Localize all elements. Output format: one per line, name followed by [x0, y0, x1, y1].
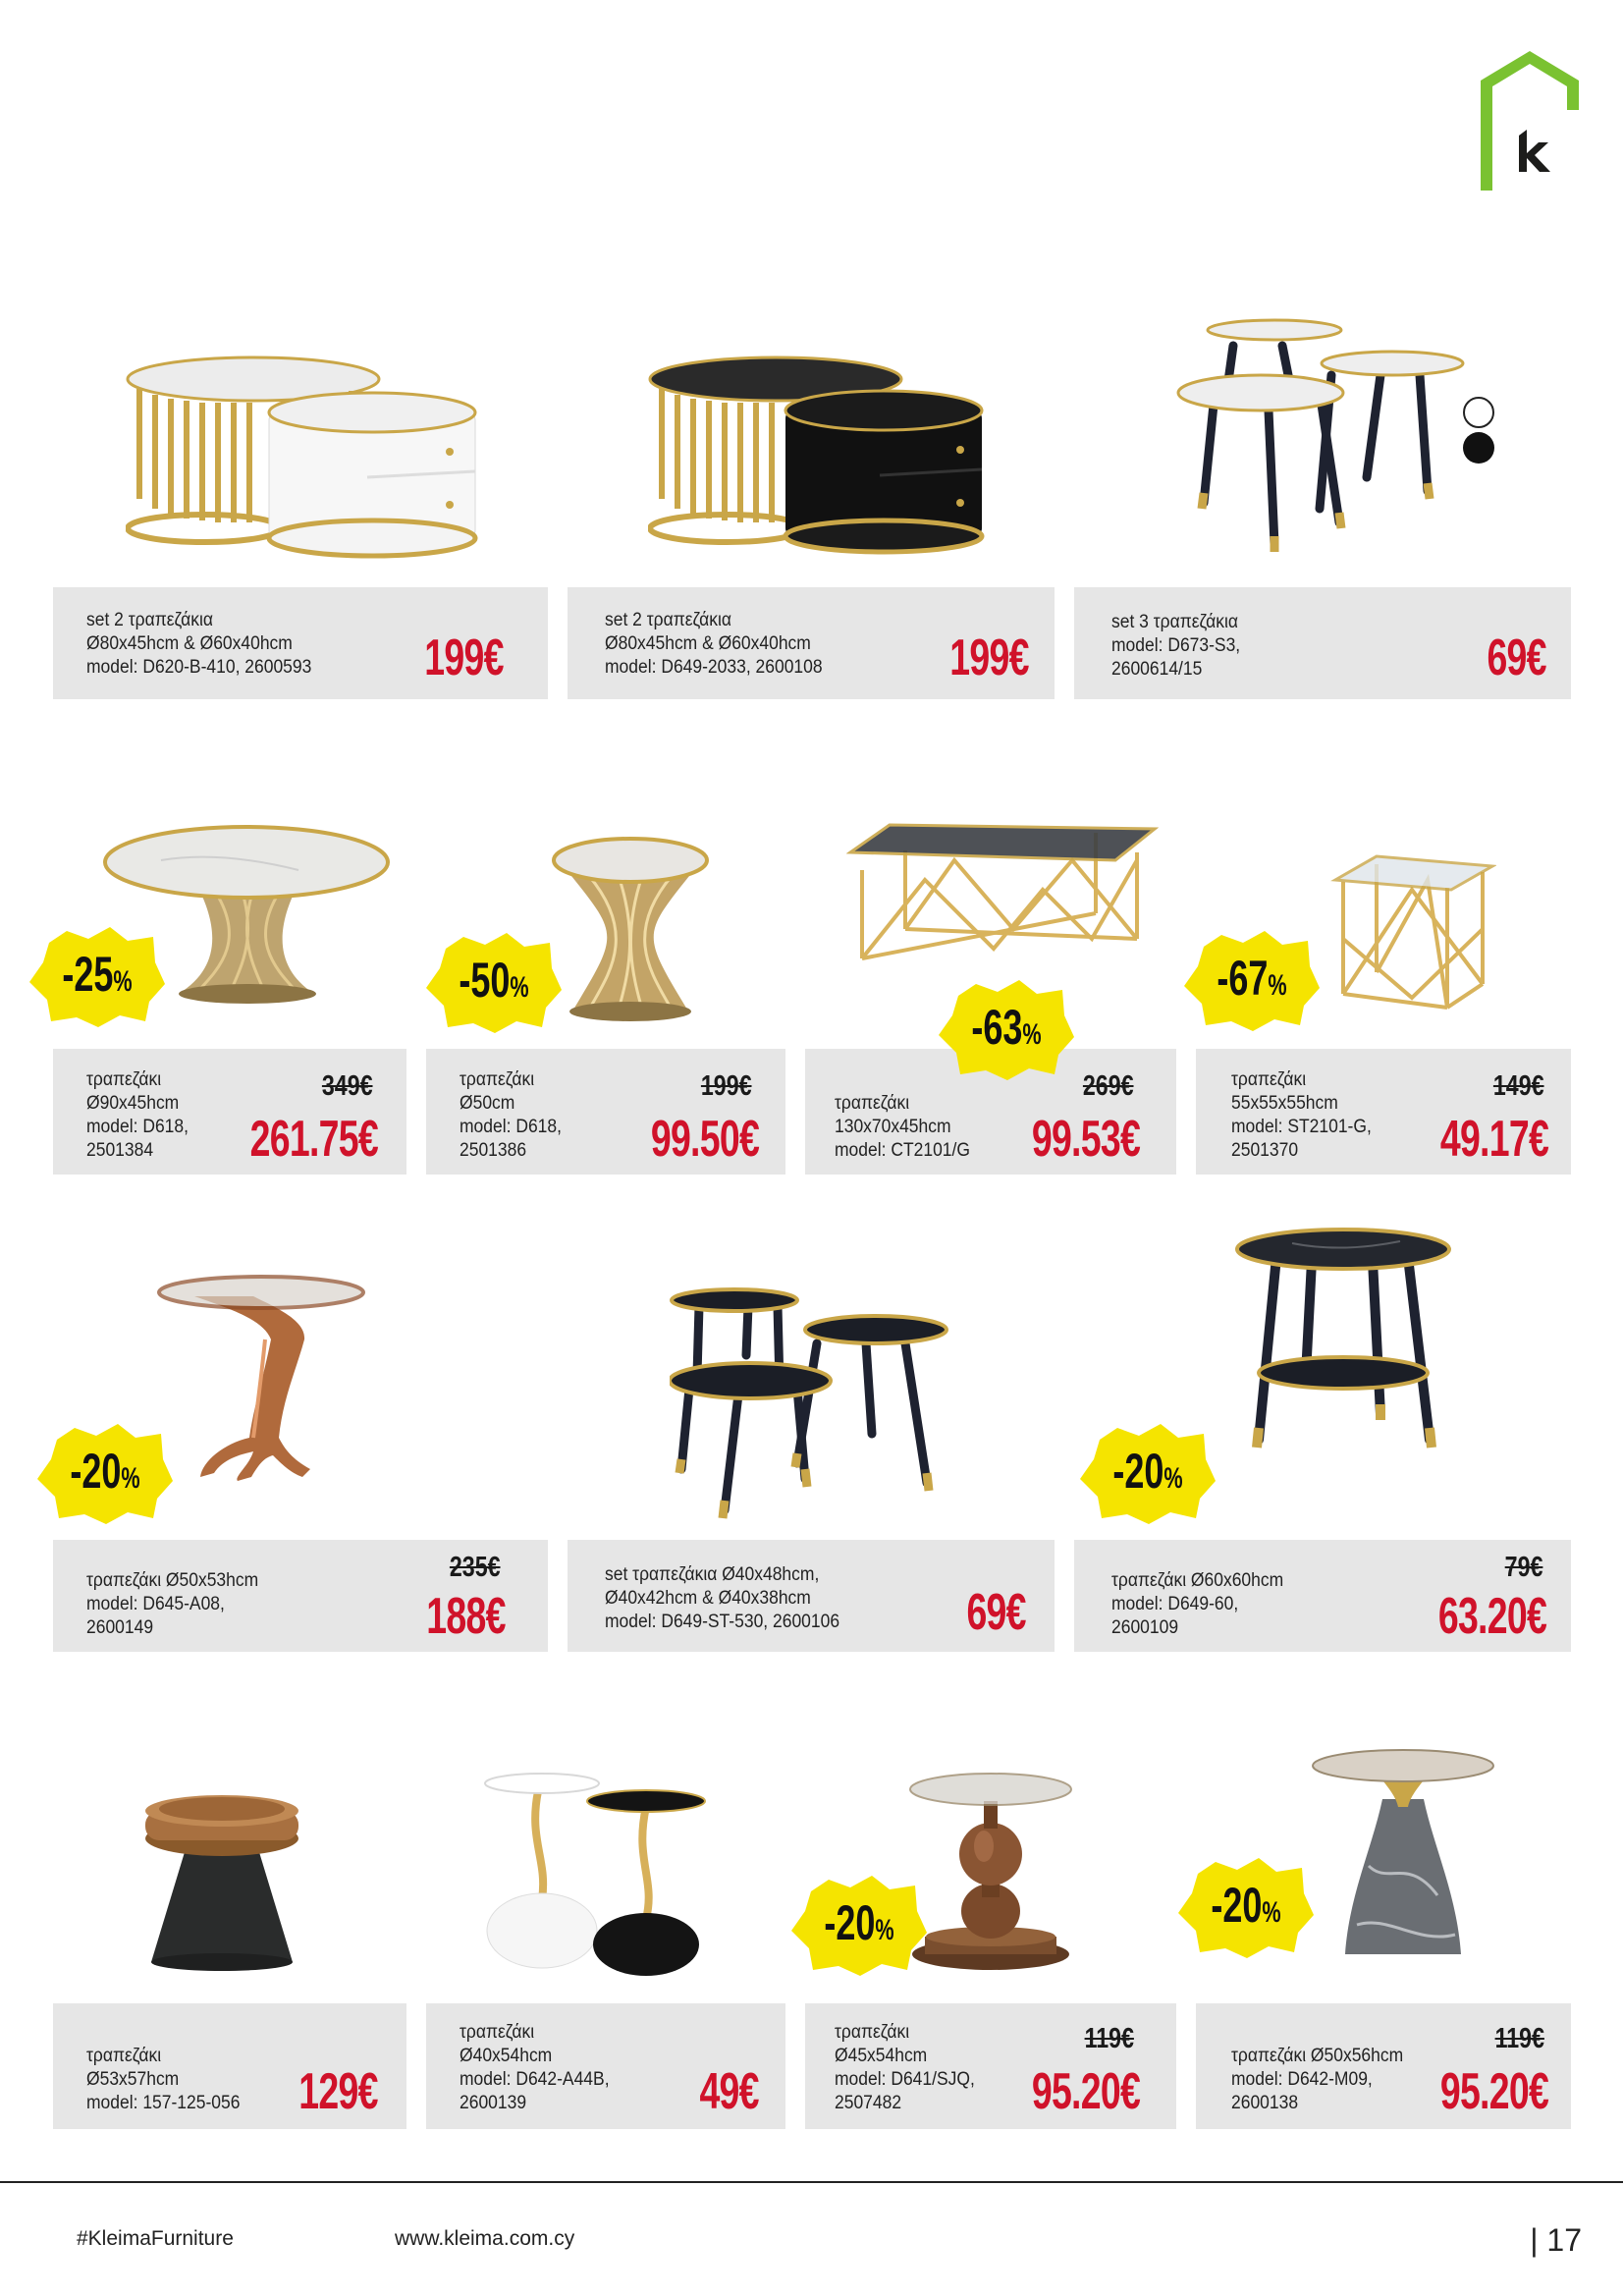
desc-line: τραπεζάκι Ø50x56hcm	[1231, 2046, 1404, 2066]
discount-value: -50	[459, 953, 511, 1008]
product-price-9: 69€	[966, 1584, 1026, 1641]
desc-line: model: D620-B-410, 2600593	[86, 657, 312, 678]
discount-value: -25	[62, 947, 114, 1002]
desc-line: 2600614/15	[1111, 659, 1203, 680]
desc-line: τραπεζάκι Ø60x60hcm	[1111, 1570, 1284, 1591]
desc-line: model: D645-A08,	[86, 1594, 225, 1614]
product-desc-6	[835, 1092, 970, 1163]
product-old-price-13: 119€	[1084, 2023, 1134, 2054]
product-price-10: 63.20€	[1437, 1588, 1546, 1645]
product-price-1: 199€	[424, 629, 504, 686]
page-number: | 17	[1530, 2222, 1582, 2258]
desc-line: 2600149	[86, 1617, 154, 1638]
product-price-8: 188€	[426, 1588, 506, 1645]
product-price-11: 129€	[298, 2063, 378, 2120]
product-price-12: 49€	[699, 2063, 759, 2120]
discount-badge-10	[1080, 1422, 1216, 1524]
percent-sign: %	[1022, 1018, 1042, 1051]
desc-line: model: D649-ST-530, 2600106	[605, 1612, 840, 1632]
desc-line: 2600109	[1111, 1617, 1179, 1638]
desc-line: set 3 τραπεζάκια	[1111, 612, 1238, 632]
product-desc-2	[605, 609, 823, 680]
desc-line: Ø90x45hcm	[86, 1093, 180, 1114]
desc-line: 2501370	[1231, 1140, 1299, 1161]
percent-sign: %	[121, 1462, 140, 1495]
discount-value: -20	[1211, 1878, 1263, 1933]
product-old-price-5: 199€	[701, 1070, 752, 1102]
color-option-black	[1461, 430, 1496, 465]
desc-line: τραπεζάκι	[835, 2022, 910, 2043]
desc-line: set τραπεζάκια Ø40x48hcm,	[605, 1564, 820, 1585]
desc-line: 2600139	[460, 2093, 527, 2113]
footer-divider	[0, 2181, 1623, 2183]
product-desc-8	[86, 1569, 258, 1640]
desc-line: 130x70x45hcm	[835, 1117, 951, 1137]
desc-line: Ø80x45hcm & Ø60x40hcm	[605, 633, 811, 654]
footer-hashtag: #KleimaFurniture	[77, 2227, 234, 2250]
desc-line: τραπεζάκι	[460, 1069, 535, 1090]
desc-line: τραπεζάκι	[1231, 1069, 1307, 1090]
desc-line: model: ST2101-G,	[1231, 1117, 1372, 1137]
product-image-nesting-tables-black	[648, 352, 1003, 560]
desc-line: model: CT2101/G	[835, 1140, 970, 1161]
product-old-price-6: 269€	[1083, 1070, 1134, 1102]
desc-line: Ø53x57hcm	[86, 2069, 180, 2090]
desc-line: model: D642-M09,	[1231, 2069, 1373, 2090]
desc-line: model: D649-2033, 2600108	[605, 657, 823, 678]
desc-line: model: D642-A44B,	[460, 2069, 610, 2090]
product-price-4: 261.75€	[249, 1111, 378, 1168]
desc-line: set 2 τραπεζάκια	[86, 610, 213, 630]
product-image-nesting-tables-white	[126, 352, 481, 560]
product-image-table-d641-sjq	[907, 1768, 1074, 1976]
footer-website-link[interactable]: www.kleima.com.cy	[395, 2227, 575, 2250]
product-desc-7	[1231, 1068, 1372, 1163]
product-old-price-8: 235€	[450, 1552, 501, 1583]
desc-line: Ø40x42hcm & Ø40x38hcm	[605, 1588, 811, 1609]
desc-line: set 2 τραπεζάκια	[605, 610, 731, 630]
desc-line: 2507482	[835, 2093, 902, 2113]
discount-value: -20	[70, 1444, 122, 1499]
desc-line: model: D618,	[460, 1117, 562, 1137]
product-price-2: 199€	[949, 629, 1029, 686]
discount-value: -20	[824, 1895, 876, 1950]
product-old-price-14: 119€	[1494, 2023, 1544, 2054]
discount-badge-5	[426, 931, 562, 1033]
desc-line: Ø40x54hcm	[460, 2046, 553, 2066]
percent-sign: %	[113, 965, 133, 998]
product-old-price-10: 79€	[1504, 1552, 1542, 1583]
desc-line: model: D649-60,	[1111, 1594, 1239, 1614]
desc-line: τραπεζάκι	[835, 1093, 910, 1114]
product-image-side-table-st2101	[1329, 850, 1496, 1013]
percent-sign: %	[510, 971, 529, 1004]
product-image-side-table-d618	[550, 837, 711, 1023]
desc-line: model: D641/SJQ,	[835, 2069, 975, 2090]
desc-line: 2501386	[460, 1140, 527, 1161]
product-desc-12	[460, 2021, 610, 2115]
product-image-tables-d642-a44b	[483, 1772, 707, 1978]
product-desc-5	[460, 1068, 562, 1163]
product-desc-9	[605, 1563, 839, 1634]
percent-sign: %	[875, 1914, 894, 1946]
discount-badge-7	[1184, 929, 1320, 1031]
desc-line: Ø80x45hcm & Ø60x40hcm	[86, 633, 293, 654]
desc-line: τραπεζάκι Ø50x53hcm	[86, 1570, 259, 1591]
discount-badge-8	[37, 1422, 173, 1524]
desc-line: Ø45x54hcm	[835, 2046, 928, 2066]
product-price-13: 95.20€	[1031, 2063, 1140, 2120]
percent-sign: %	[1163, 1462, 1183, 1495]
product-desc-3	[1111, 611, 1240, 682]
product-image-coffee-table-ct2101	[846, 821, 1159, 970]
discount-badge-14	[1178, 1856, 1314, 1958]
product-image-table-157-125	[137, 1789, 306, 1972]
product-desc-14	[1231, 2045, 1403, 2115]
desc-line: τραπεζάκι	[86, 1069, 162, 1090]
product-price-7: 49.17€	[1439, 1111, 1548, 1168]
percent-sign: %	[1262, 1896, 1281, 1929]
product-image-set-tables-d649	[670, 1286, 948, 1528]
product-desc-13	[835, 2021, 975, 2115]
product-desc-1	[86, 609, 311, 680]
desc-line: 2600138	[1231, 2093, 1299, 2113]
desc-line: 2501384	[86, 1140, 154, 1161]
desc-line: Ø50cm	[460, 1093, 515, 1114]
discount-badge-4	[29, 925, 165, 1027]
desc-line: model: 157-125-056	[86, 2093, 241, 2113]
product-image-table-d649-60	[1233, 1228, 1453, 1463]
product-image-set-3-tables	[1174, 316, 1475, 564]
product-price-5: 99.50€	[650, 1111, 759, 1168]
product-old-price-4: 349€	[322, 1070, 373, 1102]
desc-line: model: D618,	[86, 1117, 189, 1137]
product-desc-11	[86, 2045, 240, 2115]
desc-line: model: D673-S3,	[1111, 635, 1241, 656]
discount-value: -67	[1217, 951, 1269, 1006]
discount-value: -20	[1112, 1444, 1164, 1499]
product-price-3: 69€	[1487, 629, 1546, 686]
product-price-6: 99.53€	[1031, 1111, 1140, 1168]
discount-badge-13	[791, 1874, 927, 1976]
product-old-price-7: 149€	[1493, 1070, 1544, 1102]
kleima-logo	[1473, 51, 1581, 191]
product-desc-4	[86, 1068, 189, 1163]
discount-badge-6	[939, 978, 1074, 1080]
desc-line: τραπεζάκι	[460, 2022, 535, 2043]
product-desc-10	[1111, 1569, 1283, 1640]
color-option-white	[1461, 395, 1496, 430]
product-price-14: 95.20€	[1439, 2063, 1548, 2120]
desc-line: 55x55x55hcm	[1231, 1093, 1338, 1114]
product-image-table-d642-m09	[1310, 1748, 1496, 1972]
discount-value: -63	[971, 1000, 1023, 1055]
desc-line: τραπεζάκι	[86, 2046, 162, 2066]
percent-sign: %	[1268, 969, 1287, 1002]
product-image-bird-leg-table	[155, 1271, 367, 1485]
